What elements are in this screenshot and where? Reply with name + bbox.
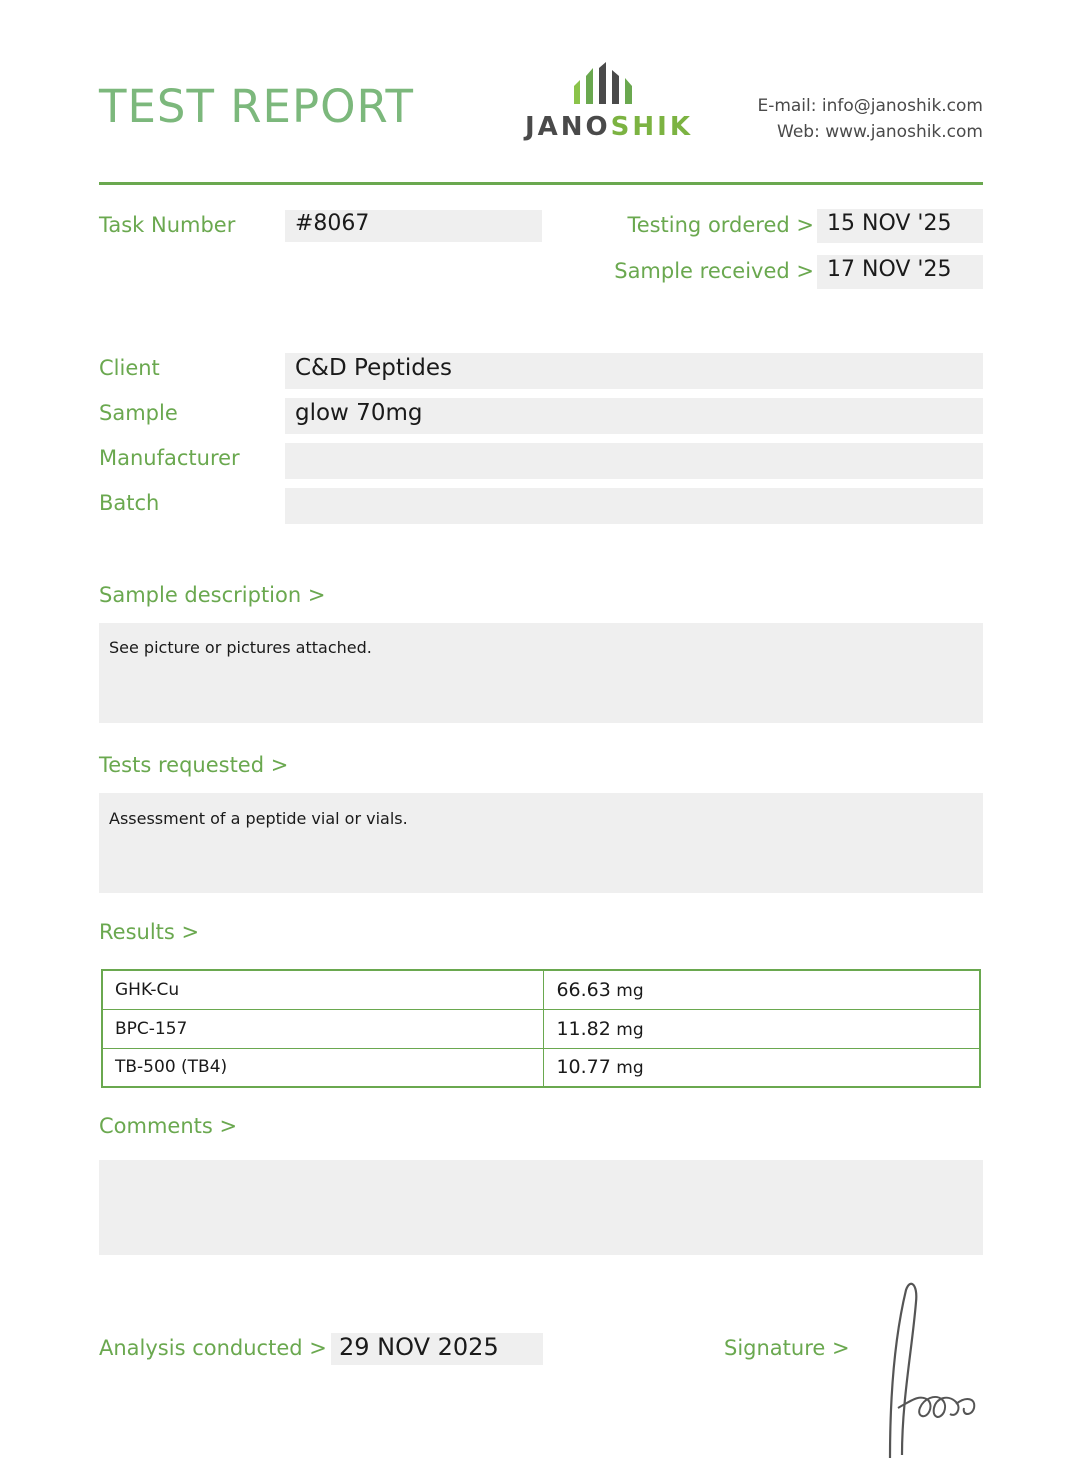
batch-label: Batch xyxy=(99,491,160,515)
result-amount xyxy=(544,1048,980,1087)
client-label: Client xyxy=(99,356,160,380)
info-row-batch xyxy=(99,488,983,524)
logo-mountain-icon xyxy=(564,60,654,106)
logo-wordmark-dark: JANO xyxy=(525,112,611,142)
result-analyte: BPC-157 xyxy=(102,1009,544,1048)
signature-label: Signature > xyxy=(724,1336,850,1360)
result-analyte: GHK-Cu xyxy=(102,970,544,1009)
page-title: TEST REPORT xyxy=(99,80,415,133)
sample-label: Sample xyxy=(99,401,178,425)
task-number-label: Task Number xyxy=(99,213,236,237)
table-row xyxy=(102,1009,980,1048)
info-row-manufacturer xyxy=(99,443,983,479)
table-row xyxy=(102,970,980,1009)
batch-field xyxy=(285,488,983,524)
results-title: Results > xyxy=(99,920,200,944)
contact-email: E-mail: info@janoshik.com xyxy=(757,96,983,116)
report-header xyxy=(99,60,983,170)
logo-wordmark xyxy=(484,112,734,142)
header-divider xyxy=(99,182,983,185)
result-amount xyxy=(544,970,980,1009)
sample-description-text: See picture or pictures attached. xyxy=(109,638,372,657)
analysis-conducted-date: 29 NOV 2025 xyxy=(339,1333,499,1361)
table-row xyxy=(102,1048,980,1087)
manufacturer-field xyxy=(285,443,983,479)
task-number-value: #8067 xyxy=(295,211,370,236)
info-row-sample xyxy=(99,398,983,434)
contact-info xyxy=(757,93,983,146)
janoshik-logo xyxy=(484,60,734,142)
client-value: C&D Peptides xyxy=(295,355,452,381)
result-amount-number: 66.63 xyxy=(556,978,611,1001)
sample-received-label: Sample received > xyxy=(614,259,814,283)
result-amount-number: 11.82 xyxy=(556,1017,611,1040)
logo-wordmark-green: SHIK xyxy=(610,112,693,142)
results-table xyxy=(101,969,981,1088)
comments-box xyxy=(99,1160,983,1255)
analysis-conducted-label: Analysis conducted > xyxy=(99,1336,327,1360)
tests-requested-text: Assessment of a peptide vial or vials. xyxy=(109,809,408,828)
sample-description-title: Sample description > xyxy=(99,583,326,607)
result-amount xyxy=(544,1009,980,1048)
result-amount-number: 10.77 xyxy=(556,1056,611,1079)
result-amount-unit: mg xyxy=(616,980,644,1001)
result-analyte: TB-500 (TB4) xyxy=(102,1048,544,1087)
info-row-client xyxy=(99,353,983,389)
result-amount-unit: mg xyxy=(616,1019,644,1040)
tests-requested-box xyxy=(99,793,983,893)
result-amount-unit: mg xyxy=(616,1058,644,1079)
tests-requested-title: Tests requested > xyxy=(99,753,289,777)
testing-ordered-value: 15 NOV '25 xyxy=(827,211,952,236)
comments-title: Comments > xyxy=(99,1114,238,1138)
sample-value: glow 70mg xyxy=(295,400,423,426)
signature-icon xyxy=(872,1280,1002,1460)
contact-web: Web: www.janoshik.com xyxy=(777,122,983,143)
sample-received-value: 17 NOV '25 xyxy=(827,257,952,282)
manufacturer-label: Manufacturer xyxy=(99,446,240,470)
testing-ordered-label: Testing ordered > xyxy=(627,213,814,237)
